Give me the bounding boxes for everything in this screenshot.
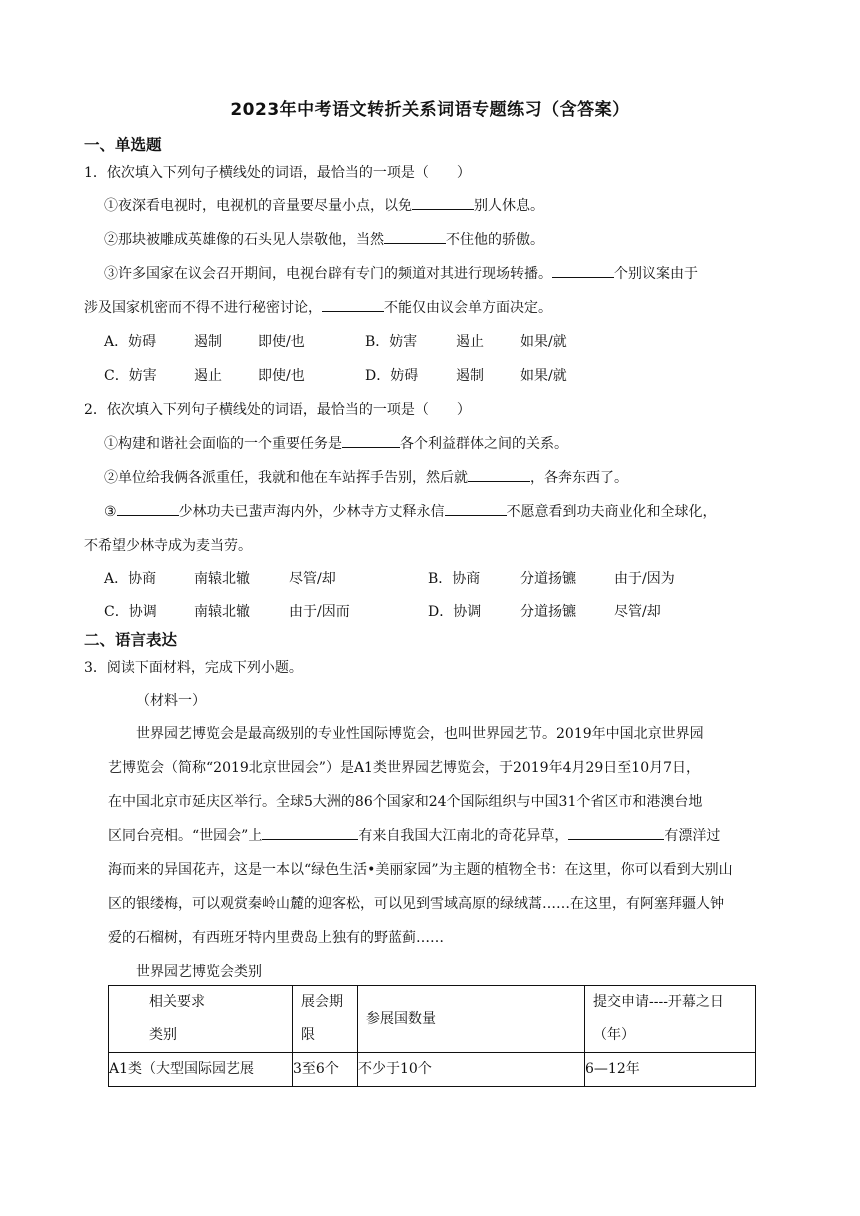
q1-s2-text-b: 不住他的骄傲。 [446, 232, 544, 248]
material-label: （材料一） [136, 693, 206, 709]
q2-option-a-word3: 尽管/却 [289, 571, 336, 587]
q2-option-c-label[interactable]: C．协调 [104, 604, 157, 620]
q2-sentence-2 [104, 467, 628, 487]
q2-s3-text-b: 少林功夫已蜚声海内外，少林寺方丈释永信 [178, 504, 445, 520]
q1-sentence-1 [104, 195, 544, 215]
q1-s1-text-b: 别人休息。 [474, 198, 544, 214]
q2-s2-text-a: ②单位给我俩各派重任，我就和他在车站挥手告别，然后就 [104, 470, 468, 486]
q2-s2-text-b: ，各奔东西了。 [530, 470, 628, 486]
q2-stem: 2．依次填入下列句子横线处的词语，最恰当的一项是（ ） [84, 402, 471, 418]
q1-option-d-label[interactable]: D．妨碍 [365, 368, 419, 384]
table-row [109, 1053, 756, 1087]
header-text: 提交申请----开幕之日 [593, 994, 724, 1010]
q2-s1-text-b: 各个利益群体之间的关系。 [400, 436, 568, 452]
q3-stem: 3．阅读下面材料，完成下列小题。 [84, 660, 303, 676]
header-text: （年） [593, 1027, 635, 1043]
answer-blank [568, 825, 664, 840]
expo-category-table [108, 985, 756, 1087]
material-text-c: 有漂洋过 [664, 828, 721, 844]
q1-option-b-label[interactable]: B．妨害 [365, 334, 418, 350]
section-heading-single-choice: 一、单选题 [84, 136, 162, 154]
q1-option-d-word3: 如果/就 [520, 368, 567, 384]
q1-s3-text-b: 个别议案由于 [614, 266, 698, 282]
q1-s2-text-a: ②那块被雕成英雄像的石头见人崇敬他，当然 [104, 232, 384, 248]
header-text: 相关要求 [149, 994, 205, 1010]
q1-option-c-word3: 即使/也 [258, 368, 305, 384]
material-paragraph-line: 爱的石榴树，有西班牙特内里费岛上独有的野蓝蓟…… [108, 930, 444, 946]
q1-option-a-word3: 即使/也 [258, 334, 305, 350]
table-header-row [109, 986, 756, 1053]
q2-s3-text-a: ③ [104, 504, 117, 520]
material-paragraph-line [108, 825, 720, 845]
table-header-cell [585, 986, 756, 1053]
material-paragraph-line: 艺博览会（简称“2019北京世园会”）是A1类世界园艺博览会，于2019年4月29日至10月7日， [108, 760, 701, 776]
q2-option-b-word2: 分道扬镳 [520, 571, 576, 587]
answer-blank [384, 229, 446, 244]
answer-blank [552, 263, 614, 278]
q1-s3-text-a: ③许多国家在议会召开期间，电视台辟有专门的频道对其进行现场转播。 [104, 266, 552, 282]
header-text: 类别 [149, 1027, 177, 1043]
q2-option-b-label[interactable]: B．协商 [428, 571, 481, 587]
q2-sentence-3 [104, 501, 717, 521]
q2-option-a-word2: 南辕北辙 [194, 571, 250, 587]
header-text: 参展国数量 [366, 1010, 436, 1027]
q1-sentence-3-cont [84, 297, 552, 317]
q1-s3-text-c: 涉及国家机密而不得不进行秘密讨论， [84, 300, 322, 316]
material-paragraph-line: 海而来的异国花卉，这是一本以“绿色生活•美丽家园”为主题的植物全书：在这里，你可以看到大别山 [108, 862, 733, 878]
q1-stem: 1．依次填入下列句子横线处的词语，最恰当的一项是（ ） [84, 165, 471, 181]
q1-option-b-word3: 如果/就 [520, 334, 567, 350]
q1-option-c-label[interactable]: C．妨害 [104, 368, 157, 384]
header-text: 展会期 [301, 994, 343, 1010]
q2-option-c-word3: 由于/因而 [289, 604, 350, 620]
table-cell: 3至6个 [293, 1053, 358, 1087]
section-heading-language-expression: 二、语言表达 [84, 631, 178, 649]
material-paragraph-line: 在中国北京市延庆区举行。全球5大洲的86个国家和24个国际组织与中国31个省区市和港澳台地 [108, 794, 703, 810]
q2-option-a-label[interactable]: A．协商 [104, 571, 157, 587]
answer-blank [117, 501, 179, 516]
answer-blank [322, 297, 384, 312]
q1-s1-text-a: ①夜深看电视时，电视机的音量要尽量小点，以免 [104, 198, 412, 214]
q2-s3-text-c: 不愿意看到功夫商业化和全球化， [506, 504, 717, 520]
q1-option-a-label[interactable]: A．妨碍 [104, 334, 157, 350]
table-caption: 世界园艺博览会类别 [136, 964, 262, 980]
q1-option-c-word2: 遏止 [194, 368, 222, 384]
q2-option-d-word2: 分道扬镳 [520, 604, 576, 620]
material-text-a: 区同台亮相。“世园会”上 [108, 828, 263, 844]
q1-option-a-word2: 遏制 [194, 334, 222, 350]
q2-option-b-word3: 由于/因为 [614, 571, 675, 587]
material-text-b: 有来自我国大江南北的奇花异草， [358, 828, 569, 844]
q2-s1-text-a: ①构建和谐社会面临的一个重要任务是 [104, 436, 342, 452]
table-header-cell [293, 986, 358, 1053]
answer-blank [445, 501, 507, 516]
q1-s3-text-d: 不能仅由议会单方面决定。 [384, 300, 552, 316]
q1-option-b-word2: 遏止 [456, 334, 484, 350]
material-paragraph-line: 世界园艺博览会是最高级别的专业性国际博览会，也叫世界园艺节。2019年中国北京世界园 [136, 726, 704, 742]
table-header-cell [358, 986, 585, 1053]
answer-blank [262, 825, 358, 840]
table-header-cell [109, 986, 293, 1053]
q2-option-c-word2: 南辕北辙 [194, 604, 250, 620]
table-cell: 不少于10个 [358, 1053, 585, 1087]
q1-option-d-word2: 遏制 [456, 368, 484, 384]
q2-sentence-3-cont: 不希望少林寺成为麦当劳。 [84, 538, 252, 554]
answer-blank [342, 433, 400, 448]
answer-blank [468, 467, 530, 482]
q1-sentence-3 [104, 263, 698, 283]
table-cell: A1类（大型国际园艺展 [109, 1053, 293, 1087]
material-paragraph-line: 区的银缕梅，可以观赏秦岭山麓的迎客松，可以见到雪域高原的绿绒蒿……在这里，有阿塞拜疆人钟 [108, 896, 724, 912]
table-cell: 6—12年 [585, 1053, 756, 1087]
q1-sentence-2 [104, 229, 544, 249]
answer-blank [412, 195, 474, 210]
header-text: 限 [301, 1027, 315, 1043]
q2-sentence-1 [104, 433, 568, 453]
page-title: 2023年中考语文转折关系词语专题练习（含答案） [230, 100, 630, 120]
q2-option-d-word3: 尽管/却 [614, 604, 661, 620]
q2-option-d-label[interactable]: D．协调 [428, 604, 482, 620]
